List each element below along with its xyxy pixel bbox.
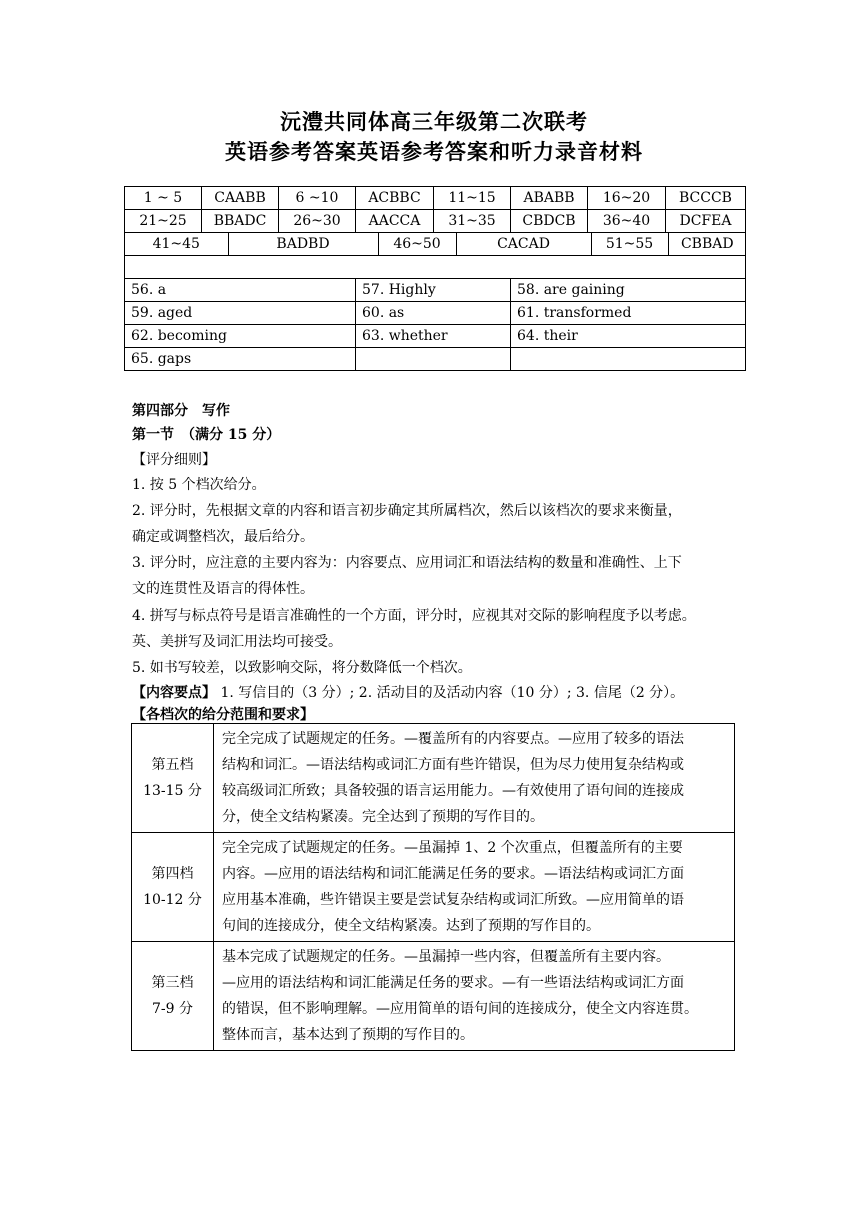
answer-value: DCFEA [666,210,746,233]
answer-key-table [124,186,746,371]
rule-line: 1. 按 5 个档次给分。 [132,477,266,493]
rule-line: 3. 评分时，应注意的主要内容为：内容要点、应用词汇和语法结构的数量和准确性、上下 [132,555,682,571]
fill-answer: 64. their [511,325,746,348]
rule-line: 英、美拼写及词汇用法均可接受。 [132,634,342,650]
fill-row [125,348,746,371]
rules-heading: 【评分细则】 [132,452,216,468]
fill-row [125,325,746,348]
blank-row [125,256,746,279]
answer-range: 51~55 [591,233,668,255]
answer-value: CACAD [456,233,591,255]
grade-desc-line: 内容。—应用的语法结构和词汇能满足任务的要求。—语法结构或词汇方面 [222,866,684,882]
grade-row [132,942,735,1051]
grade-name: 第五档 [151,757,194,773]
answer-range: 46~50 [378,233,456,255]
grade-desc-line: 较高级词汇所致；具备较强的语言运用能力。—有效使用了语句间的连接成 [222,783,684,799]
answer-value: BADBD [228,233,378,255]
grade-name: 第三档 [151,975,194,991]
grade-desc-line: —应用的语法结构和词汇能满足任务的要求。—有一些语法结构或词汇方面 [222,975,684,991]
answer-value: CBBAD [680,236,734,252]
grade-name: 第四档 [151,866,194,882]
rule-line: 4. 拼写与标点符号是语言准确性的一个方面，评分时，应视其对交际的影响程度予以考虑。 [132,608,696,624]
points-heading: 【内容要点】 [132,685,216,701]
fill-answer: 65. gaps [125,348,356,371]
fill-answer: 63. whether [356,325,511,348]
answer-value: CAABB [202,187,279,210]
answer-range: 26~30 [279,210,356,233]
grading-table [131,723,735,1051]
grade-score: 13-15 分 [143,783,202,799]
grade-level [132,942,214,1051]
grade-row [132,724,735,833]
answer-range: 31~35 [434,210,511,233]
grade-score: 7-9 分 [152,1001,193,1017]
grade-desc-line: 基本完成了试题规定的任务。—虽漏掉一些内容，但覆盖所有主要内容。 [222,949,670,965]
answer-range: 41~45 [125,233,228,255]
grade-desc-line: 句间的连接成分，使全文结构紧凑。达到了预期的写作目的。 [222,918,600,934]
grade-row [132,833,735,942]
grade-desc-line: 整体而言，基本达到了预期的写作目的。 [222,1027,474,1043]
fill-row [125,279,746,302]
answer-value: BCCCB [666,187,746,210]
answer-value: AACCA [356,210,434,233]
grade-description [214,942,735,1051]
part-heading: 第四部分 写作 [132,403,230,419]
levels-heading: 【各档次的给分范围和要求】 [132,707,314,723]
grade-desc-line: 分，使全文结构紧凑。完全达到了预期的写作目的。 [222,809,544,825]
answer-row [125,210,746,233]
grade-desc-line: 完全完成了试题规定的任务。—虽漏掉 1、2 个次重点，但覆盖所有的主要 [222,840,683,856]
answer-range: 21~25 [125,210,202,233]
grade-score: 10-12 分 [143,892,202,908]
answer-range: 16~20 [588,187,666,210]
fill-answer: 56. a [125,279,356,302]
page-title: 沅澧共同体高三年级第二次联考 [280,109,588,134]
fill-answer: 58. are gaining [511,279,746,302]
fill-answer [511,348,746,371]
grade-level [132,724,214,833]
grade-description [214,724,735,833]
rule-line: 确定或调整档次，最后给分。 [132,529,314,545]
answer-value: ABABB [511,187,588,210]
answer-value: CBDCB [511,210,588,233]
answer-row [125,187,746,210]
grade-desc-line: 完全完成了试题规定的任务。—覆盖所有的内容要点。—应用了较多的语法 [222,731,684,747]
fill-answer: 61. transformed [511,302,746,325]
fill-answer: 59. aged [125,302,356,325]
points-text: 1. 写信目的（3 分）; 2. 活动目的及活动内容（10 分）; 3. 信尾（2 分）。 [216,685,685,701]
grade-level [132,833,214,942]
answer-range: 6 ~10 [279,187,356,210]
answer-range: 36~40 [588,210,666,233]
rule-line: 2. 评分时，先根据文章的内容和语言初步确定其所属档次，然后以该档次的要求来衡量， [132,503,682,519]
answer-row [125,233,746,256]
fill-answer: 57. Highly [356,279,511,302]
page-subtitle: 英语参考答案英语参考答案和听力录音材料 [225,139,643,164]
grade-description [214,833,735,942]
content-points [132,682,684,702]
answer-range: 1 ~ 5 [125,187,202,210]
grade-desc-line: 的错误，但不影响理解。—应用简单的语句间的连接成分，使全文内容连贯。 [222,1001,698,1017]
fill-answer [356,348,511,371]
answer-value: BBADC [202,210,279,233]
grade-desc-line: 应用基本准确，些许错误主要是尝试复杂结构或词汇所致。—应用简单的语 [222,892,684,908]
fill-row [125,302,746,325]
fill-answer: 60. as [356,302,511,325]
fill-answer: 62. becoming [125,325,356,348]
rule-line: 文的连贯性及语言的得体性。 [132,581,314,597]
answer-value: ACBBC [356,187,434,210]
rule-line: 5. 如书写较差，以致影响交际，将分数降低一个档次。 [132,660,472,676]
grade-desc-line: 结构和词汇。—语法结构或词汇方面有些许错误，但为尽力使用复杂结构或 [222,757,684,773]
answer-range: 11~15 [434,187,511,210]
section-heading: 第一节 （满分 15 分） [132,427,281,443]
